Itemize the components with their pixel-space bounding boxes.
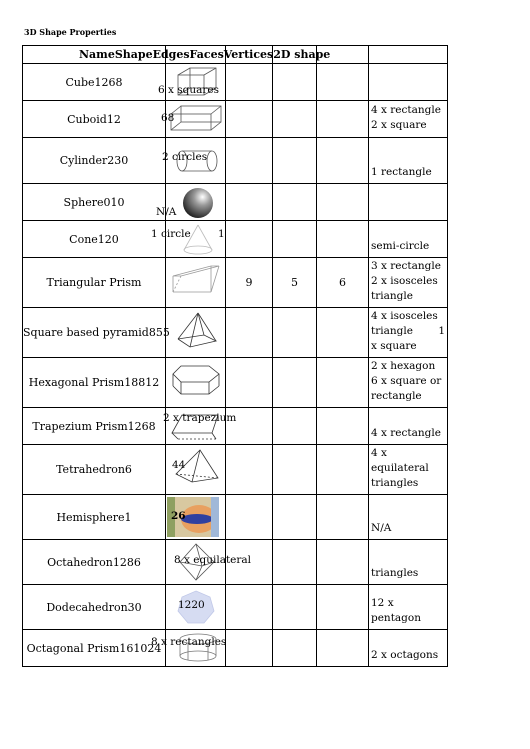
shape-image-cell — [163, 408, 237, 445]
edges-cell — [226, 445, 273, 495]
shape2d-cell: 1 rectangle — [369, 138, 448, 184]
shape-image-cell — [166, 258, 226, 308]
table-row — [23, 308, 448, 358]
edges-cell — [226, 495, 273, 540]
vertices-cell — [317, 101, 369, 138]
shape2d-cell: N/A — [369, 495, 448, 540]
shape-name: Cylinder230 — [23, 138, 166, 184]
faces-cell — [273, 138, 317, 184]
shape-overlay-text: 44 — [172, 459, 186, 471]
table-row — [23, 221, 448, 258]
table-row — [23, 495, 448, 540]
vertices-cell — [317, 221, 369, 258]
shape-overlay-text-2: 1 — [218, 228, 225, 240]
page-title: 3D Shape Properties — [24, 27, 117, 37]
shape-overlay-text: 8 x equilateral — [174, 554, 252, 566]
faces-cell — [273, 445, 317, 495]
shape2d-cell: 4 x isosceles triangle 1 x square — [369, 308, 448, 358]
table-row — [23, 445, 448, 495]
shape-name: Tetrahedron6 — [23, 445, 166, 495]
faces-cell — [273, 358, 317, 408]
shape2d-cell: 2 x octagons — [369, 630, 448, 667]
edges-cell: 9 — [226, 258, 273, 308]
shape-image-cell — [158, 64, 226, 101]
cuboid-icon — [169, 104, 225, 134]
shape-name: Trapezium Prism1268 — [23, 408, 166, 445]
vertices-cell — [317, 308, 369, 358]
shape-overlay-text: 8 x rectangles — [151, 636, 227, 648]
edges-cell — [226, 585, 273, 630]
shape-image-cell — [166, 585, 226, 630]
faces-cell — [273, 585, 317, 630]
faces-cell — [273, 308, 317, 358]
square-pyramid-icon — [174, 311, 220, 351]
shape-overlay-text: 2 x trapezium — [163, 412, 237, 424]
vertices-cell — [317, 495, 369, 540]
table-row — [23, 630, 448, 667]
shape-name: Dodecahedron30 — [23, 585, 166, 630]
shape-name: Hexagonal Prism18812 — [23, 358, 166, 408]
shape-name: Octahedron1286 — [23, 540, 166, 585]
vertices-cell — [317, 138, 369, 184]
shape-overlay-text: 6 x squares — [158, 84, 220, 96]
table-row — [23, 258, 448, 308]
shape-image-cell — [166, 445, 226, 495]
edges-cell — [226, 184, 273, 221]
faces-cell — [273, 540, 317, 585]
shape-name: Sphere010 — [23, 184, 166, 221]
edges-cell — [226, 64, 273, 101]
shape2d-cell: 12 x pentagon — [369, 585, 448, 630]
faces-cell — [273, 184, 317, 221]
edges-cell — [226, 221, 273, 258]
edges-cell — [226, 630, 273, 667]
vertices-cell — [317, 445, 369, 495]
faces-cell — [273, 64, 317, 101]
shape-image-cell — [166, 308, 226, 358]
shape2d-cell — [369, 184, 448, 221]
hexagonal-prism-icon — [171, 362, 223, 398]
faces-cell: 5 — [273, 258, 317, 308]
shape-image-cell — [162, 138, 226, 184]
faces-cell — [273, 495, 317, 540]
vertices-cell — [317, 184, 369, 221]
shape-name: Hemisphere1 — [23, 495, 166, 540]
vertices-cell — [317, 630, 369, 667]
shape2d-cell: triangles — [369, 540, 448, 585]
vertices-cell: 6 — [317, 258, 369, 308]
edges-cell — [226, 138, 273, 184]
edges-cell — [226, 308, 273, 358]
shape-image-cell — [166, 495, 226, 540]
shape-overlay-text: 68 — [161, 112, 175, 124]
shape-overlay-text: N/A — [156, 206, 177, 218]
table-row — [23, 138, 448, 184]
shape2d-cell: 4 x equilateral triangles — [369, 445, 448, 495]
shape-properties-table — [22, 45, 448, 667]
table-row — [23, 358, 448, 408]
edges-cell — [226, 358, 273, 408]
shape-name: Cube1268 — [23, 64, 166, 101]
header-cell — [23, 46, 331, 64]
shape2d-cell: 3 x rectangle 2 x isosceles triangle — [369, 258, 448, 308]
sphere-icon — [180, 186, 216, 220]
header-row — [23, 46, 448, 64]
extra-number: 1 — [438, 325, 445, 337]
shape2d-cell — [369, 64, 448, 101]
shape2d-cell: 4 x rectangle 2 x square — [369, 101, 448, 138]
shape-image-cell — [151, 221, 226, 258]
vertices-cell — [317, 64, 369, 101]
vertices-cell — [317, 585, 369, 630]
table-row — [23, 184, 448, 221]
table-row — [23, 585, 448, 630]
header-text: NameShapeEdgesFacesVertices2D shape — [79, 48, 331, 61]
shape-image-cell — [166, 540, 252, 585]
shape2d-cell: 4 x rectangle — [369, 408, 448, 445]
shape-image-cell — [161, 101, 226, 138]
vertices-cell — [317, 408, 369, 445]
shape-name: Octagonal Prism161024 — [23, 630, 166, 667]
faces-cell — [273, 408, 317, 445]
shape-image-cell — [166, 358, 226, 408]
shape2d-cell: 2 x hexagon 6 x square or rectangle — [369, 358, 448, 408]
shape-name: Cuboid12 — [23, 101, 166, 138]
shape-image-cell — [156, 184, 226, 221]
faces-cell — [273, 630, 317, 667]
shape-name: Square based pyramid855 — [23, 308, 166, 358]
shape-image-cell — [151, 630, 227, 667]
shape2d-cell: semi-circle — [369, 221, 448, 258]
shape-overlay-text: 26 — [171, 510, 186, 522]
shape-name: Triangular Prism — [23, 258, 166, 308]
table-row — [23, 408, 448, 445]
vertices-cell — [317, 358, 369, 408]
triangular-prism-icon — [169, 262, 223, 296]
table-row — [23, 101, 448, 138]
table-row — [23, 64, 448, 101]
shape-overlay-text: 1220 — [178, 599, 205, 611]
shape-overlay-text: 1 circle — [151, 228, 191, 240]
vertices-cell — [317, 540, 369, 585]
edges-cell — [226, 101, 273, 138]
shape-overlay-text: 2 circles — [162, 151, 208, 163]
faces-cell — [273, 221, 317, 258]
shape-name: Cone120 — [23, 221, 166, 258]
faces-cell — [273, 101, 317, 138]
table-row — [23, 540, 448, 585]
